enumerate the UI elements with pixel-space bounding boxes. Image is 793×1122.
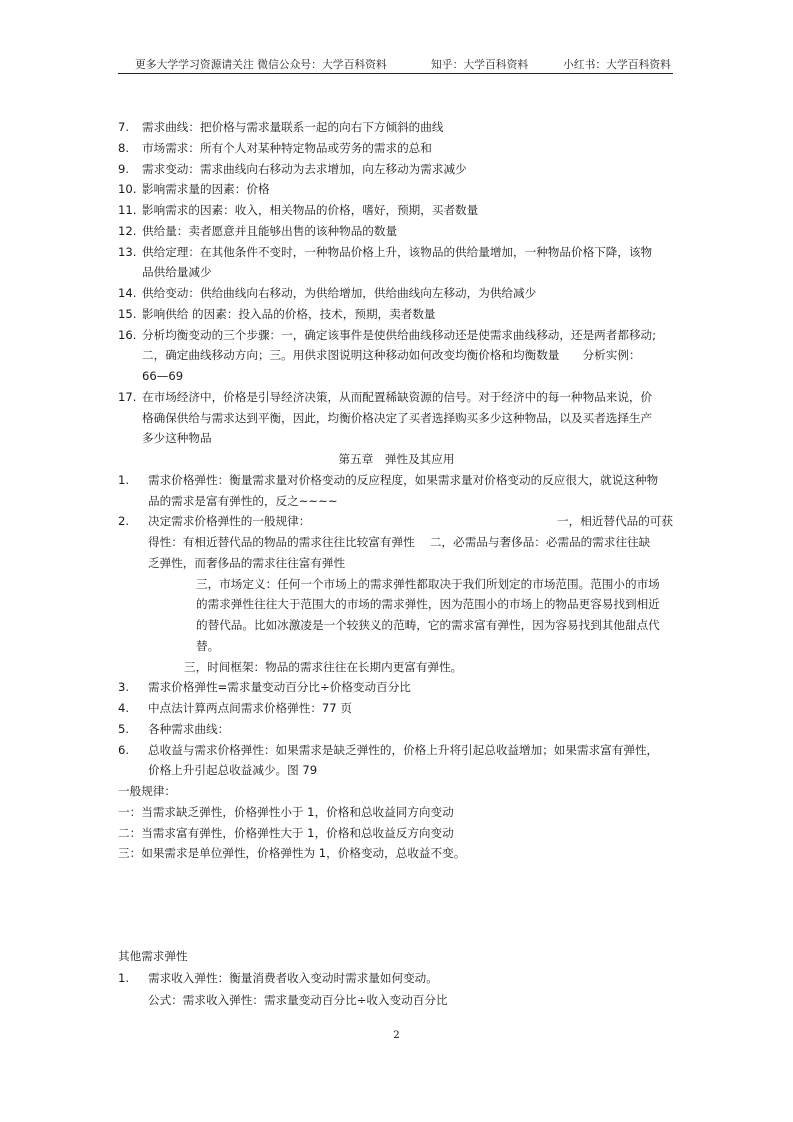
list-number: 10. (118, 182, 137, 197)
list-item-text: 分析均衡变动的三个步骤：一，确定该事件是使供给曲线移动还是使需求曲线移动，还是两者都移动; (142, 327, 657, 342)
list-number: 6. (118, 742, 130, 757)
list-item-text: 二，确定曲线移动方向；三。用供求图说明这种移动如何改变均衡价格和均衡数量 分析实例： (142, 348, 641, 363)
list-number: 9. (118, 161, 130, 176)
list-item-text: 三，市场定义：任何一个市场上的需求弹性都取决于我们所划定的市场范围。范围小的市场 (196, 576, 660, 591)
list-item-text: 在市场经济中，价格是引导经济决策，从而配置稀缺资源的信号。对于经济中的每一种物品来说，价 (142, 389, 653, 404)
list-item-text: 品供给量减少 (142, 265, 212, 280)
list-item-text: 需求价格弹性：衡量需求量对价格变动的反应程度，如果需求量对价格变动的反应很大，就说这种物 (148, 472, 659, 487)
list-number: 8. (118, 140, 130, 155)
list-number: 14. (118, 286, 137, 300)
list-item-text: 的需求弹性往往大于范围大的市场的需求弹性，因为范围小的市场上的物品更容易找到相近 (196, 597, 660, 612)
list-item-text: 影响需求的因素：收入，相关物品的价格，嗜好，预期，买者数量 (142, 203, 479, 217)
header-middle: 知乎：大学百科资料 (431, 58, 529, 71)
list-item-text: 的替代品。比如冰激凌是一个较狭义的范畴，它的需求富有弹性，因为容易找到其他甜点代 (196, 618, 660, 632)
list-number: 17. (118, 389, 137, 404)
list-item-text: 品的需求是富有弹性的，反之~~~~ (148, 493, 338, 508)
list-number: 1. (118, 970, 130, 985)
list-item-text: 需求曲线：把价格与需求量联系一起的向右下方倾斜的曲线 (142, 120, 444, 134)
list-item-text: 一，相近替代品的可获 (557, 514, 673, 529)
list-item-text: 中点法计算两点间需求价格弹性：77 页 (148, 701, 352, 715)
list-number: 7. (118, 120, 130, 134)
section-title: 其他需求弹性 (118, 949, 188, 963)
list-number: 5. (118, 721, 130, 736)
list-item-text: 格确保供给与需求达到平衡，因此，均衡价格决定了买者选择购买多少这种物品，以及买者选择生产 (142, 410, 653, 425)
general-rules-title: 一般规律： (118, 784, 176, 798)
list-item-text: 需求变动：需求曲线向右移动为去求增加，向左移动为需求减少 (142, 161, 467, 176)
list-item-text: 总收益与需求价格弹性：如果需求是缺乏弹性的，价格上升将引起总收益增加；如果需求富有弹性， (148, 742, 659, 757)
header-right: 小红书：大学百科资料 (563, 58, 671, 71)
list-item-text: 市场需求：所有个人对某种特定物品或劳务的需求的总和 (142, 140, 432, 155)
general-rule-item: 二：当需求富有弹性，价格弹性大于 1，价格和总收益反方向变动 (118, 825, 454, 840)
chapter-title: 第五章 弹性及其应用 (338, 452, 455, 466)
list-item-text: 供给量：卖者愿意并且能够出售的该种物品的数量 (142, 223, 398, 238)
list-item-text: 得性：有相近替代品的物品的需求往往比较富有弹性 二，必需品与奢侈品：必需品的需求往往缺 (148, 535, 651, 549)
list-number: 11. (118, 203, 137, 217)
list-item-text: 66—69 (142, 369, 184, 383)
list-item-text: 影响供给 的因素：投入品的价格，技术，预期，卖者数量 (142, 306, 436, 321)
list-item-text: 需求收入弹性：衡量消费者收入变动时需求量如何变动。 (148, 970, 438, 985)
page-number: 2 (393, 1029, 400, 1041)
general-rule-item: 三：如果需求是单位弹性，价格弹性为 1，价格变动，总收益不变。 (118, 846, 466, 861)
list-item-text: 影响需求量的因素：价格 (142, 182, 270, 197)
list-item-text: 三，时间框架：物品的需求往往在长期内更富有弹性。 (184, 659, 463, 674)
list-number: 1. (118, 472, 130, 487)
list-number: 15. (118, 306, 137, 321)
list-number: 3. (118, 680, 130, 695)
list-item-text: 供给定理：在其他条件不变时，一种物品价格上升，该物品的供给量增加，一种物品价格下降，该物 (142, 244, 653, 259)
list-number: 4. (118, 701, 130, 715)
header-rule (118, 73, 673, 74)
list-number: 16. (118, 327, 137, 342)
general-rule-item: 一：当需求缺乏弹性，价格弹性小于 1，价格和总收益同方向变动 (118, 804, 454, 819)
list-item-text: 价格上升引起总收益减少。图 79 (148, 763, 318, 778)
list-number: 12. (118, 223, 137, 238)
list-item-text: 公式：需求收入弹性：需求量变动百分比÷收入变动百分比 (148, 992, 448, 1007)
list-number: 13. (118, 244, 137, 259)
list-item-text: 需求价格弹性=需求量变动百分比÷价格变动百分比 (148, 680, 411, 695)
list-item-text: 决定需求价格弹性的一般规律： (148, 514, 311, 529)
list-item-text: 替。 (196, 638, 220, 653)
list-item-text: 供给变动：供给曲线向右移动，为供给增加，供给曲线向左移动，为供给减少 (142, 286, 537, 300)
list-item-text: 乏弹性，而奢侈品的需求往往富有弹性 (148, 555, 346, 570)
page-header (135, 57, 673, 73)
list-item-text: 各种需求曲线： (148, 721, 230, 736)
list-item-text: 多少这种物品 (142, 431, 212, 446)
header-left: 更多大学学习资源请关注 微信公众号：大学百科资料 (135, 58, 387, 71)
list-number: 2. (118, 514, 130, 529)
